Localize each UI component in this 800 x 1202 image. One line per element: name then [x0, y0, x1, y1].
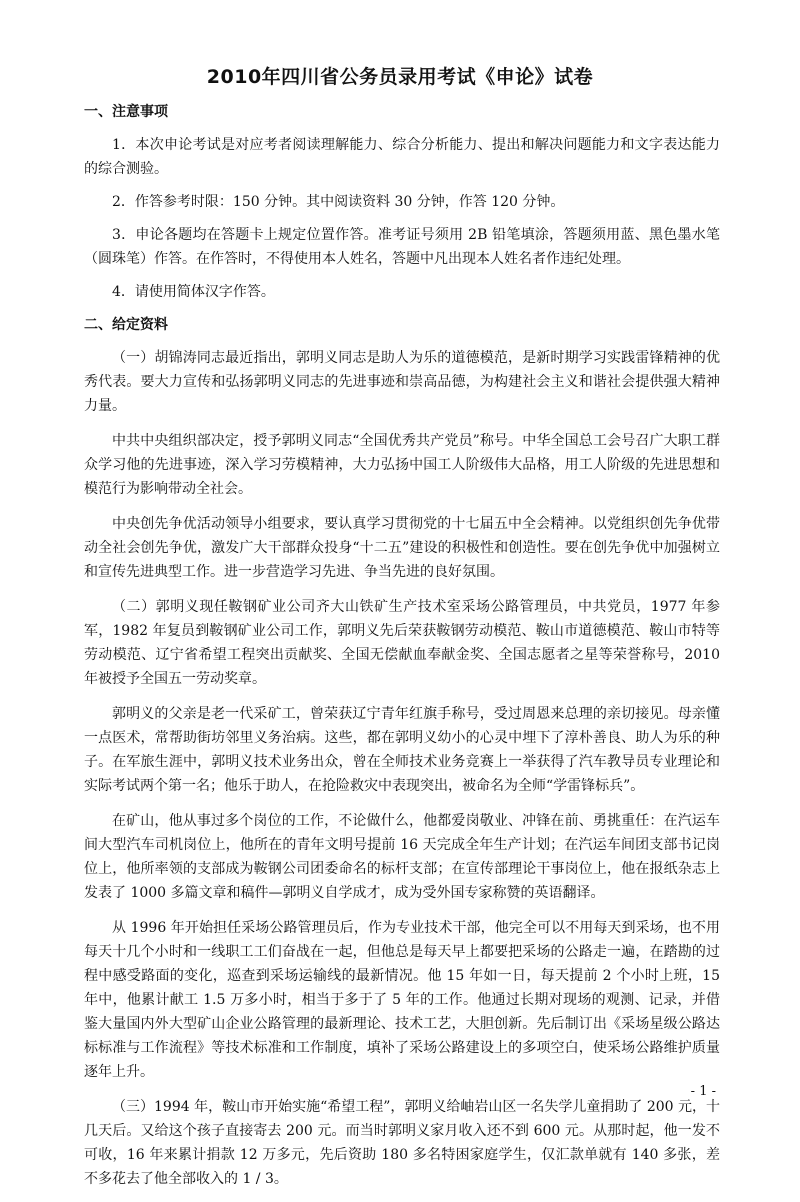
material-paragraph: （二）郭明义现任鞍钢矿业公司齐大山铁矿生产技术室采场公路管理员，中共党员，1977 年参军，1982 年复员到鞍钢矿业公司工作，郭明义先后荣获鞍钢劳动模范、鞍山市道德模范、鞍山市特等劳动模范、辽宁省希望工程突出贡献奖、全国无偿献血奉献金奖、全国志愿者之星等荣誉称号，2010 年被授予全国五一劳动奖章。	[84, 599, 720, 687]
note-item: 3．申论各题均在答题卡上规定位置作答。准考证号须用 2B 铅笔填涂，答题须用蓝、黑色墨水笔（圆珠笔）作答。在作答时，不得使用本人姓名，答题中凡出现本人姓名者作违纪处理。	[84, 227, 720, 267]
material-paragraph: 在矿山，他从事过多个岗位的工作，不论做什么，他都爱岗敬业、冲锋在前、勇挑重任：在汽运车间大型汽车司机岗位上，他所在的青年文明号提前 16 天完成全年生产计划；在汽运车间团支部书记岗位上，他所率领的支部成为鞍钢公司团委命名的标杆支部；在宣传部理论干事岗位上，他在报纸杂志上发表了 1000 多篇文章和稿件—郭明义自学成才，成为受外国专家称赞的英语翻译。	[84, 813, 720, 901]
note-item: 4．请使用简体汉字作答。	[112, 284, 275, 300]
material-paragraph: （三）1994 年，鞍山市开始实施“希望工程”，郭明义给岫岩山区一名失学儿童捐助了 200 元，十几天后。又给这个孩子直接寄去 200 元。而当时郭明义家月收入还不到 600 元。从那时起，他一发不可收，16 年来累计捐款 12 万多元，先后资助 180 多名特困家庭学生，仅汇款单就有 140 多张，差不多花去了他全部收入的 1 / 3。	[84, 1099, 721, 1187]
material-paragraph: 中央创先争优活动领导小组要求，要认真学习贯彻党的十七届五中全会精神。以党组织创先争优带动全社会创先争优，激发广大干部群众投身“十二五”建设的积极性和创造性。要在创先争优中加强树立和宣传先进典型工作。进一步营造学习先进、争当先进的良好氛围。	[84, 516, 720, 580]
section-heading-materials: 二、给定资料	[84, 317, 168, 333]
material-paragraph: （一）胡锦涛同志最近指出，郭明义同志是助人为乐的道德模范，是新时期学习实践雷锋精神的优秀代表。要大力宣传和弘扬郭明义同志的先进事迹和崇高品德，为构建社会主义和谐社会提供强大精神力量。	[84, 350, 720, 414]
material-paragraph: 从 1996 年开始担任采场公路管理员后，作为专业技术干部，他完全可以不用每天到采场，也不用每天十几个小时和一线职工工们奋战在一起，但他总是每天早上都要把采场的公路走一遍，在踏勘的过程中感受路面的变化，巡查到采场运输线的最新情况。他 15 年如一日，每天提前 2 个小时上班，15 年中，他累计献工 1.5 万多小时，相当于多于了 5 年的工作。他通过长期对现场的观测、记录，并借鉴大量国内外大型矿山企业公路管理的最新理论、技术工艺，大胆创新。先后制订出《采场星级公路达标标准与工作流程》等技术标准和工作制度，填补了采场公路建设上的多项空白，使采场公路维护质量逐年上升。	[84, 920, 720, 1080]
document-title: 2010年四川省公务员录用考试《申论》试卷	[206, 66, 594, 88]
note-item: 1．本次申论考试是对应考者阅读理解能力、综合分析能力、提出和解决问题能力和文字表达能力的综合测验。	[84, 137, 720, 177]
note-item: 2．作答参考时限：150 分钟。其中阅读资料 30 分钟，作答 120 分钟。	[112, 194, 565, 210]
material-paragraph: 中共中央组织部决定，授予郭明义同志“全国优秀共产党员”称号。中华全国总工会号召广大职工群众学习他的先进事迹，深入学习劳模精神，大力弘扬中国工人阶级伟大品格，用工人阶级的先进思想和模范行为影响带动全社会。	[84, 433, 720, 497]
section-heading-notes: 一、注意事项	[84, 104, 168, 120]
material-paragraph: 郭明义的父亲是老一代采矿工，曾荣获辽宁青年红旗手称号，受过周恩来总理的亲切接见。母亲懂一点医术，常帮助街坊邻里义务治病。这些，都在郭明义幼小的心灵中埋下了淳朴善良、助人为乐的种子。在军旅生涯中，郭明义技术业务出众，曾在全师技术业务竞赛上一举获得了汽车教导员专业理论和实际考试两个第一名；他乐于助人，在抢险救灾中表现突出，被命名为全师“学雷锋标兵”。	[84, 706, 720, 794]
page-number: - 1 -	[690, 1084, 716, 1099]
document-body	[84, 100, 720, 1202]
